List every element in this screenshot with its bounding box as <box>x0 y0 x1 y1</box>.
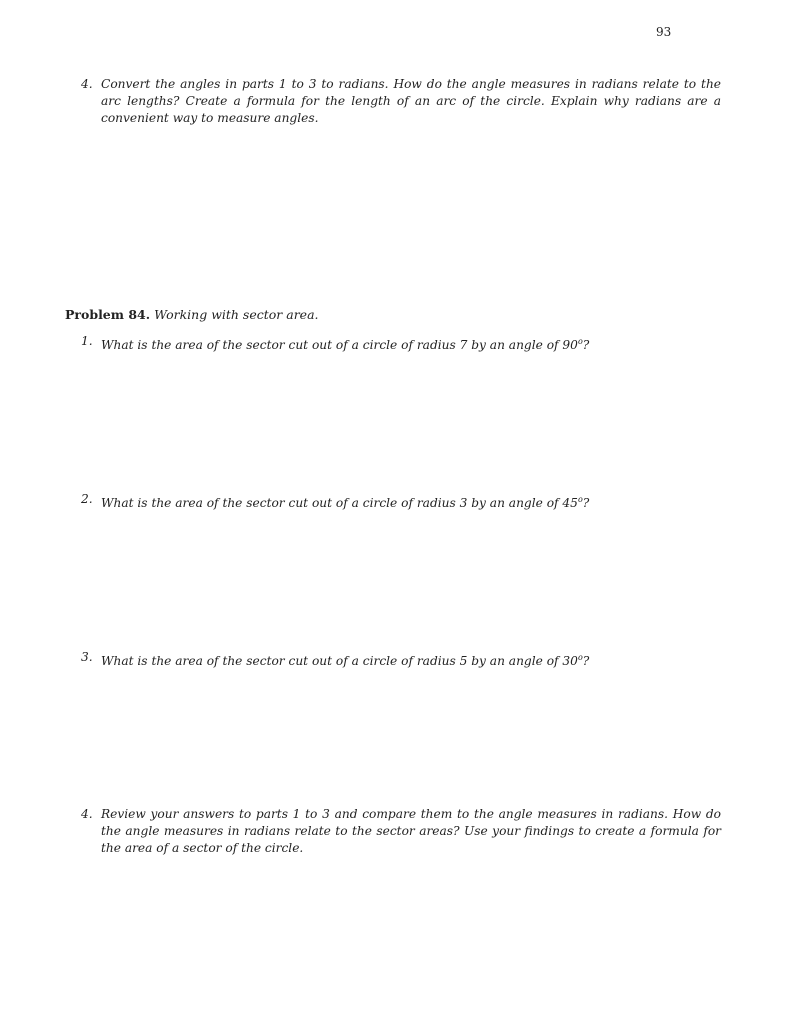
problem-label: Problem 84. <box>65 307 151 322</box>
item-number: 2. <box>81 492 93 506</box>
degree-superscript: o <box>577 337 583 346</box>
problem-title: Working with sector area. <box>154 307 319 322</box>
problem-item-1 <box>81 333 721 354</box>
problem-item-4 <box>81 806 721 857</box>
problem-item-3 <box>81 649 721 670</box>
item-text-end: ? <box>582 654 590 668</box>
item-text: Review your answers to parts 1 to 3 and compare them to the angle measures in radians. How do the angle measures in radians relate to the sector areas? Use your findings to create a formula for the area of a sector of the circle. <box>101 807 721 855</box>
item-text <box>101 491 721 512</box>
problem-heading <box>65 306 319 323</box>
degree-superscript: o <box>577 495 583 504</box>
problem-item-2 <box>81 491 721 512</box>
item-text <box>101 649 721 670</box>
item-text-main: What is the area of the sector cut out of a circle of radius 7 by an angle of 90 <box>101 338 578 352</box>
item-text-main: What is the area of the sector cut out of a circle of radius 5 by an angle of 30 <box>101 654 578 668</box>
item-text-end: ? <box>582 338 590 352</box>
degree-superscript: o <box>577 653 583 662</box>
item-text-end: ? <box>582 496 590 510</box>
page-number: 93 <box>656 25 672 39</box>
prev-problem-item-4 <box>81 76 721 127</box>
item-text-main: What is the area of the sector cut out of a circle of radius 3 by an angle of 45 <box>101 496 578 510</box>
item-text: Convert the angles in parts 1 to 3 to radians. How do the angle measures in radians relate to the arc lengths? Create a formula for the length of an arc of the circle. Explain why radians are a convenient way to measure angles. <box>101 77 721 125</box>
item-number: 1. <box>81 334 93 348</box>
item-number: 3. <box>81 650 93 664</box>
item-text <box>101 333 721 354</box>
item-number: 4. <box>81 77 93 91</box>
item-number: 4. <box>81 807 93 821</box>
